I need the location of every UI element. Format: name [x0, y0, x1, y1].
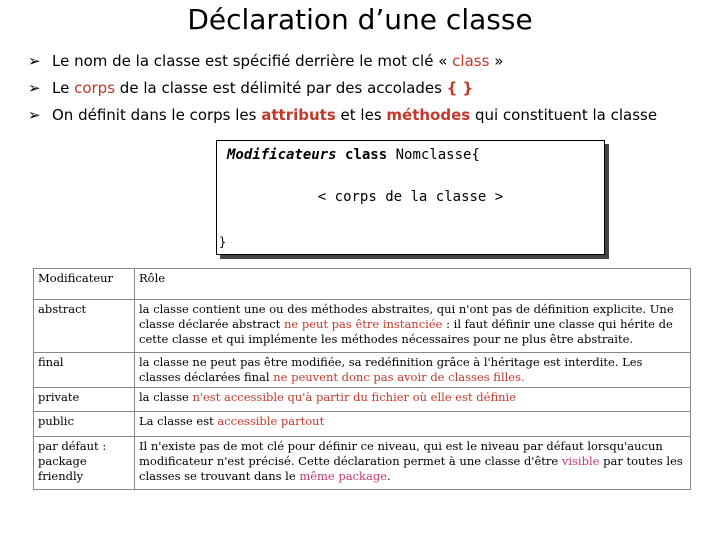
modifier-cell: public [34, 412, 135, 437]
role-cell [135, 300, 691, 353]
role-highlight: ne peut pas être instanciée [283, 317, 443, 331]
role-text: par toutes les classes se trouvant dans le [139, 454, 683, 483]
bullet-text: Le [52, 79, 75, 97]
role-text: : il faut définir une classe qui hérite de cette classe et qui implémente les méthodes nécessaires pour ne plus être abstraite. [139, 317, 673, 346]
bullet-text: On définit dans le corps les [52, 106, 262, 124]
role-cell [135, 412, 691, 437]
role-text: La classe est [139, 414, 218, 428]
modifier-cell: private [34, 388, 135, 412]
bullet-highlight: attributs [261, 106, 336, 124]
code-closing-brace: } [219, 235, 227, 249]
role-highlight: n'est accessible qu'à partir du fichier où elle est définie [192, 390, 517, 404]
bullet-text: » [489, 52, 504, 70]
role-cell [135, 353, 691, 388]
role-highlight: accessible partout [217, 414, 325, 428]
code-class-keyword: class [345, 147, 388, 163]
modifier-table [33, 268, 691, 490]
code-body-line: < corps de la classe > [317, 189, 504, 205]
code-declaration-line [227, 147, 480, 163]
role-highlight: ne peuvent donc pas avoir de classes filles. [273, 370, 525, 384]
bullet-highlight: { } [446, 79, 474, 97]
table-row [34, 412, 691, 437]
role-text: la classe [139, 390, 193, 404]
bullet-item [28, 48, 718, 75]
page-title: Déclaration d’une classe [187, 3, 533, 36]
role-text: Il n'existe pas de mot clé pour définir ce niveau, qui est le niveau par défaut lorsqu'aucun modificateur n'est précisé. Cette déclaration permet à une classe d'être [139, 439, 663, 468]
table-row [34, 300, 691, 353]
bullet-text: et les [335, 106, 387, 124]
arrow-bullet-icon: ➢ [28, 79, 41, 97]
code-modifier-keyword: Modificateurs [227, 147, 337, 163]
role-highlight: même package [299, 469, 388, 483]
table-row [34, 437, 691, 490]
bullet-highlight: méthodes [386, 106, 471, 124]
table-header-row [34, 269, 691, 300]
table-header-cell: Rôle [135, 269, 691, 300]
bullet-text: Le nom de la classe est spécifié derrière le mot clé « [52, 52, 453, 70]
table-row [34, 388, 691, 412]
bullet-list [28, 48, 718, 129]
arrow-bullet-icon: ➢ [28, 52, 41, 70]
bullet-highlight: class [452, 52, 490, 70]
code-box [216, 140, 605, 255]
modifier-cell: par défaut : package friendly [34, 437, 135, 490]
bullet-text: qui constituent la classe [470, 106, 658, 124]
role-text: la classe contient une ou des méthodes abstraites, qui n'ont pas de définition explicite. Une classe déclarée abstract [139, 302, 674, 331]
bullet-text: de la classe est délimité par des accolades [115, 79, 447, 97]
bullet-item [28, 102, 718, 129]
modifier-cell: abstract [34, 300, 135, 353]
role-text: . [387, 469, 391, 483]
arrow-bullet-icon: ➢ [28, 106, 41, 124]
table-row [34, 353, 691, 388]
table-header-cell: Modificateur [34, 269, 135, 300]
modifier-cell: final [34, 353, 135, 388]
code-class-name: Nomclasse{ [395, 147, 480, 163]
role-cell [135, 437, 691, 490]
role-text: la classe ne peut pas être modifiée, sa redéfinition grâce à l'héritage est interdite. Les classes déclarées final [139, 355, 643, 384]
bullet-highlight: corps [74, 79, 116, 97]
role-highlight: visible [561, 454, 600, 468]
role-cell [135, 388, 691, 412]
bullet-item [28, 75, 718, 102]
